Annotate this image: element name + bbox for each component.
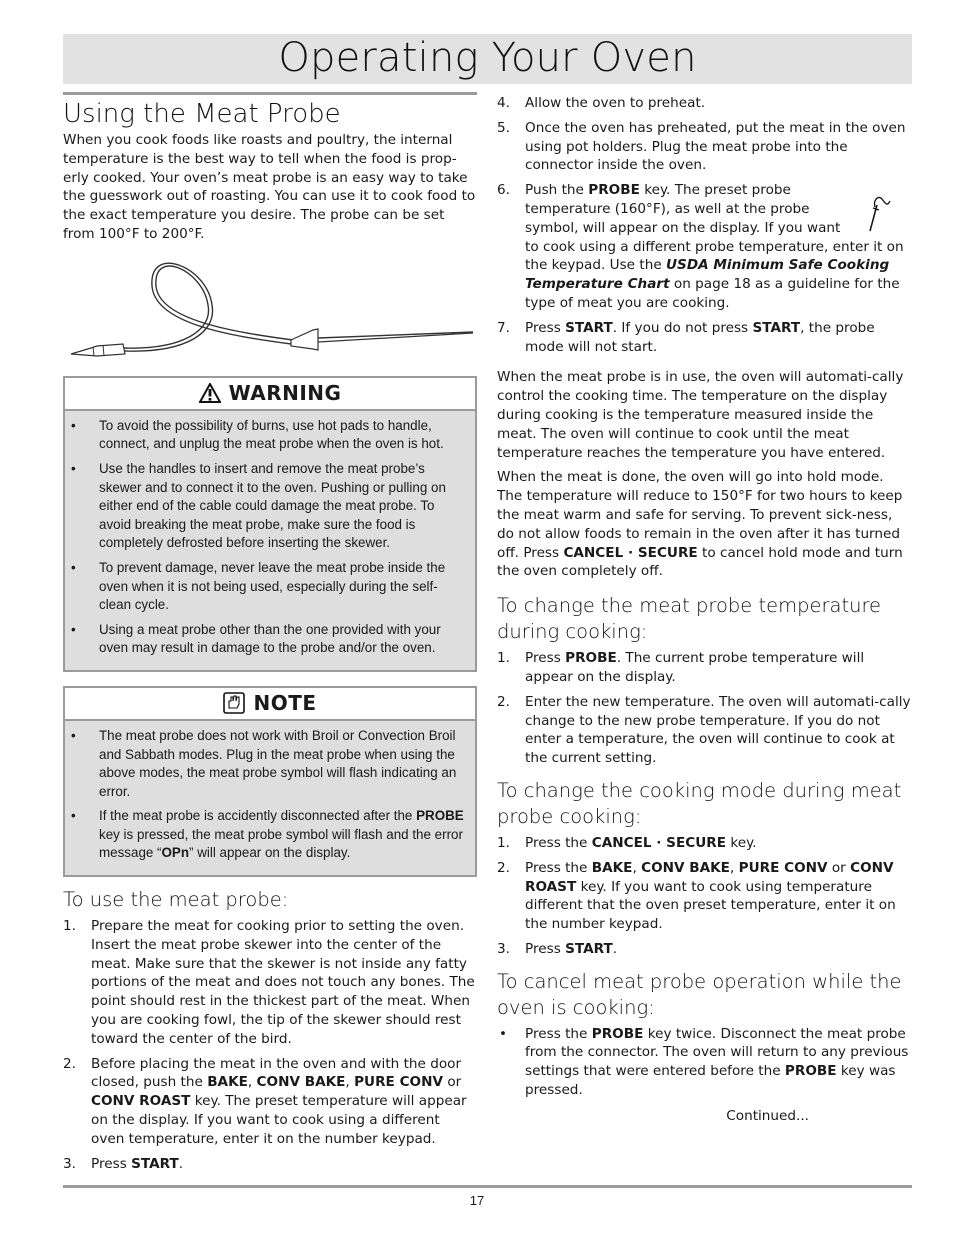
conv-roast-key: CONV ROAST	[91, 1093, 191, 1110]
cancel-secure-key: CANCEL · SECURE	[563, 544, 698, 561]
step-text: key. The preset probe temperature (160°F), as well at the probe symbol, will appear on the display. If you want to cook using a different probe temperature, enter it on the keypad. Use the	[525, 182, 904, 274]
section-rule	[63, 92, 477, 95]
step	[497, 119, 913, 175]
step	[497, 859, 913, 934]
step-text: Once the oven has preheated, put the meat in the oven using pot holders. Plug the meat probe into the connector inside the oven.	[525, 119, 906, 174]
error-code: OPn	[161, 845, 190, 861]
note-label: NOTE	[253, 691, 317, 716]
sep: ,	[345, 1074, 355, 1091]
step	[497, 834, 913, 853]
step-text: Enter the new temperature. The oven will automati-cally change to the new probe temperature. If you do not enter a temperature, the oven will continue to cook at the current setting.	[525, 693, 911, 767]
bake-key: BAKE	[591, 859, 633, 876]
step-number: 2.	[497, 859, 510, 876]
section-title: Using the Meat Probe	[63, 99, 341, 129]
step-text: Press	[91, 1155, 132, 1172]
probe-key: PROBE	[416, 808, 464, 824]
step-text: Press	[525, 650, 566, 667]
step	[497, 181, 913, 313]
step	[497, 649, 913, 687]
note-text: key is pressed, the meat probe symbol will flash and the error message “	[99, 826, 463, 861]
use-probe-heading: To use the meat probe:	[63, 888, 289, 912]
step-text: Press the	[525, 859, 592, 876]
step-text: key. The preset temperature will appear on the display. If you want to cook using a different oven temperature, enter it on the number keypad.	[91, 1093, 467, 1147]
step-number: 5.	[497, 119, 510, 136]
probe-in-use-paragraph: When the meat probe is in use, the oven will automati-cally control the cooking time. The temperature on the display during cooking is the temperature measured inside the meat. The oven will continue to cook until the meat temperature reaches the temperature you have entered.	[497, 369, 904, 461]
sep: ,	[729, 859, 739, 876]
start-key: START	[565, 940, 613, 957]
step-text: key.	[726, 834, 757, 851]
note-text: ” will appear on the display.	[189, 845, 351, 861]
step-text: . If you do not press	[612, 319, 753, 336]
step	[63, 1055, 477, 1149]
step-text: Press	[525, 319, 566, 336]
bullet-item	[497, 1025, 913, 1100]
page-title: Operating Your Oven	[278, 35, 697, 81]
conv-roast-key: CONV ROAST	[525, 859, 894, 895]
step-text: . The current probe temperature will appear on the display.	[525, 650, 865, 685]
warning-item: • To prevent damage, never leave the meat probe inside the oven when it is not being used, especially during the self-clean cycle.	[65, 559, 469, 615]
step-text: Allow the oven to preheat.	[525, 95, 706, 111]
start-key: START	[565, 319, 613, 336]
step-number: 3.	[63, 1155, 76, 1172]
warning-item: • To avoid the possibility of burns, use hot pads to handle, connect, and unplug the meat probe when the oven is hot.	[65, 417, 469, 454]
change-temp-steps	[497, 649, 913, 768]
sep: ,	[632, 859, 642, 876]
step	[63, 1155, 477, 1174]
or-text: or	[443, 1074, 462, 1091]
change-mode-heading: To change the cooking mode during meat probe cooking:	[497, 778, 902, 828]
note-item	[65, 807, 469, 863]
step-number: 2.	[497, 693, 510, 710]
or-text: or	[827, 859, 851, 876]
continued-label: Continued...	[726, 1107, 809, 1124]
page-number: 17	[469, 1193, 485, 1208]
step-text: , the probe mode will not start.	[525, 319, 875, 355]
probe-key: PROBE	[565, 650, 617, 667]
warning-header	[65, 378, 475, 411]
warning-list	[65, 411, 475, 670]
para-text: to cancel hold mode and turn the oven completely off.	[497, 544, 903, 580]
step	[497, 693, 913, 768]
note-hand-icon	[223, 692, 245, 714]
bullet-text: key was pressed.	[525, 1063, 896, 1099]
step-text: key. If you want to cook using temperature different that the oven preset temperature, enter it on the number keypad.	[525, 878, 896, 933]
bullet-text: Press the	[525, 1025, 592, 1042]
warning-item: • Using a meat probe other than the one provided with your oven may result in damage to the probe and/or the oven.	[65, 621, 469, 658]
cancel-probe-list	[497, 1025, 913, 1100]
use-probe-steps	[63, 917, 477, 1173]
conv-bake-key: CONV BAKE	[641, 859, 730, 876]
bullet-text: key twice. Disconnect the meat probe from the connector. The oven will return to any previous settings that were entered before the	[525, 1025, 909, 1080]
step-number: 7.	[497, 319, 510, 336]
step-text: .	[612, 940, 618, 957]
intro-paragraph: When you cook foods like roasts and poultry, the internal temperature is the best way to tell when the food is prop-erly cooked. Your oven’s meat probe is an easy way to take the guesswork out of roasting. You can use it to cook food to the exact temperature you desire. The probe can be set from 100°F to 200°F.	[63, 132, 476, 242]
note-header	[65, 688, 475, 721]
probe-steps-continued	[497, 94, 913, 356]
step-number: 1.	[497, 650, 510, 667]
hold-mode-paragraph	[497, 468, 913, 581]
start-key: START	[131, 1155, 179, 1172]
bake-key: BAKE	[207, 1074, 248, 1091]
step-text: Press the	[525, 834, 592, 851]
left-column	[63, 92, 477, 1179]
step-text: Push the	[525, 182, 589, 199]
step	[63, 917, 477, 1049]
step-number: 1.	[63, 918, 76, 935]
probe-key: PROBE	[591, 1025, 644, 1042]
pure-conv-key: PURE CONV	[738, 859, 828, 876]
step	[497, 940, 913, 959]
right-column	[497, 94, 913, 1124]
step-number: 4.	[497, 95, 510, 111]
probe-symbol-icon	[865, 193, 891, 233]
note-item: • The meat probe does not work with Broil or Convection Broil and Sabbath modes. Plug in the meat probe when using the above modes, the meat probe symbol will flash indicating an error.	[65, 727, 469, 801]
pure-conv-key: PURE CONV	[354, 1074, 443, 1091]
step-text: on page 18 as a guideline for the type of meat you are cooking.	[525, 276, 900, 311]
usda-chart-ref: USDA Minimum Safe Cooking Temperature Chart	[525, 257, 890, 293]
step-text: Press	[525, 940, 566, 957]
step-text: Prepare the meat for cooking prior to setting the oven. Insert the meat probe skewer into the center of the meat. Make sure that the skewer is not inside any fatty portions of the meat and does not touch any bones. The point should rest in the thickest part of the meat. When you are cooking fowl, the tip of the skewer should rest toward the center of the bird.	[91, 918, 475, 1047]
change-temp-heading: To change the meat probe temperature during cooking:	[497, 594, 882, 644]
probe-key: PROBE	[588, 182, 640, 199]
step-number: 1.	[497, 834, 510, 851]
warning-item: • Use the handles to insert and remove the meat probe’s skewer and to connect it to the oven. Pushing or pulling on either end of the cable could damage the meat probe. To avoid breaking the meat probe, make sure the food is completely defrosted before inserting the skewer.	[65, 460, 469, 553]
step-number: 2.	[63, 1055, 76, 1072]
start-key: START	[752, 319, 801, 336]
note-box	[63, 686, 477, 877]
cancel-secure-key: CANCEL · SECURE	[591, 834, 727, 851]
warning-label: WARNING	[228, 381, 342, 406]
footer-rule	[63, 1185, 912, 1188]
step-text: .	[178, 1155, 184, 1172]
change-mode-steps	[497, 834, 913, 959]
step-number: 3.	[497, 940, 510, 957]
step-number: 6.	[497, 182, 510, 199]
meat-probe-illustration	[63, 250, 477, 368]
probe-key: PROBE	[784, 1063, 837, 1080]
step	[497, 319, 913, 357]
cancel-probe-heading: To cancel meat probe operation while the oven is cooking:	[497, 969, 902, 1019]
para-text: When the meat is done, the oven will go into hold mode. The temperature will reduce to 150°F for two hours to keep the meat warm and safe for serving. To prevent sick-ness, do not allow foods to remain in the oven after it has turned off. Press	[497, 469, 903, 561]
note-text: If the meat probe is accidently disconnected after the	[99, 808, 417, 824]
conv-bake-key: CONV BAKE	[256, 1074, 346, 1091]
warning-triangle-icon	[199, 383, 221, 403]
step-text: Before placing the meat in the oven and with the door closed, push the	[91, 1055, 462, 1091]
step	[497, 94, 913, 113]
sep: ,	[247, 1074, 257, 1091]
note-list	[65, 721, 475, 875]
warning-box	[63, 376, 477, 672]
